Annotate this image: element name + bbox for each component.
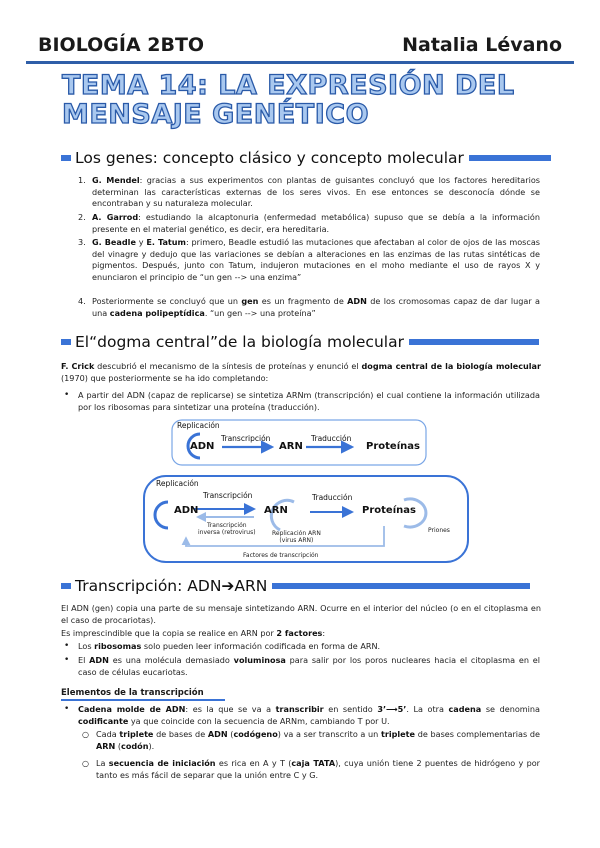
section-heading-genes bbox=[61, 147, 551, 169]
title-line-2: MENSAJE GENÉTICO bbox=[62, 99, 370, 130]
section-heading-dogma bbox=[61, 331, 539, 353]
sub-bullet-triplete: Cada triplete de bases de ADN (codógeno) va a ser transcrito a un triplete de bases complementarias de ARN (codón). bbox=[96, 729, 540, 751]
list-number: 4. bbox=[78, 296, 86, 306]
heading-text: Transcripción: ADN➔ARN bbox=[75, 577, 268, 595]
heading-bar-left bbox=[61, 155, 71, 161]
bullet-dot: • bbox=[64, 641, 70, 651]
diagram2-proteinas: Proteínas bbox=[362, 505, 416, 516]
heading-bar-left bbox=[61, 339, 71, 345]
bullet-adn: El ADN es una molécula demasiado voluminosa para salir por los poros nucleares hacia el citoplasma en el caso de células eucariotas. bbox=[78, 655, 541, 677]
author-label: Natalia Lévano bbox=[402, 34, 562, 56]
list-number: 2. bbox=[78, 212, 86, 222]
bullet-ribosomas: Los ribosomas solo pueden leer información codificada en forma de ARN. bbox=[78, 641, 381, 651]
diagram2-adn: ADN bbox=[174, 505, 199, 516]
page-title bbox=[62, 71, 562, 129]
list-item-gen-definition: Posteriormente se concluyó que un gen es un fragmento de ADN de los cromosomas capaz de dar lugar a una cadena polipeptídica. “un gen --> una proteína” bbox=[92, 296, 540, 318]
subheading-underline bbox=[61, 699, 225, 701]
bullet-cadena-molde: Cadena molde de ADN: es la que se va a transcribir en sentido 3’⟶5’. La otra cadena se denomina codificante ya que coincide con la secuencia de ARNm, cambiando T por U. bbox=[78, 704, 541, 726]
diagram1-adn: ADN bbox=[190, 441, 215, 452]
diagram1-replicacion: Replicación bbox=[177, 421, 220, 430]
diagram2-priones: Priones bbox=[428, 527, 450, 534]
list-number: 1. bbox=[78, 175, 86, 185]
bullet-dot: • bbox=[64, 655, 70, 665]
heading-bar-right bbox=[409, 339, 539, 345]
sub-bullet-secuencia: La secuencia de iniciación es rica en A y T (caja TATA), cuya unión tiene 2 puentes de hidrógeno y por tanto es más fácil de separar que la unión entre C y G. bbox=[96, 758, 541, 780]
section-heading-transcripcion bbox=[61, 575, 530, 597]
dogma-paragraph: F. Crick descubrió el mecanismo de la síntesis de proteínas y enunció el dogma central de la biología molecular (1970) que posteriormente se ha ido completando: bbox=[61, 361, 541, 383]
diagram2-rna-replication: Replicación ARN (virus ARN) bbox=[272, 530, 321, 544]
subject-label: BIOLOGÍA 2BTO bbox=[38, 34, 205, 56]
heading-bar-left bbox=[61, 583, 71, 589]
list-item-mendel: G. Mendel: gracias a sus experimentos con plantas de guisantes concluyó que los factores hereditarios determinan las características externas de los seres vivos. En ese entonces se desconocía dónde se encontraban y su naturaleza molecular. bbox=[92, 175, 540, 208]
replication-loop-arrow bbox=[155, 502, 168, 528]
transcription-paragraph-2: Es imprescindible que la copia se realice en ARN por 2 factores: bbox=[61, 628, 326, 638]
diagram1-transcripcion: Transcripción bbox=[221, 434, 271, 443]
title-line-1: TEMA 14: LA EXPRESIÓN DEL bbox=[62, 70, 515, 101]
diagram2-replicacion: Replicación bbox=[156, 479, 199, 488]
diagram1-arn: ARN bbox=[279, 441, 303, 452]
transcription-paragraph-1: El ADN (gen) copia una parte de su mensaje sintetizando ARN. Ocurre en el interior del núcleo (o en el citoplasma en el caso de procariotas). bbox=[61, 603, 541, 625]
diagram2-arn: ARN bbox=[264, 505, 288, 516]
subheading-elementos: Elementos de la transcripción bbox=[61, 688, 204, 698]
heading-text: Los genes: concepto clásico y concepto molecular bbox=[75, 149, 464, 167]
diagram1-traduccion: Traducción bbox=[311, 434, 352, 443]
heading-text: El“dogma central”de la biología molecular bbox=[75, 333, 404, 351]
heading-bar-right bbox=[469, 155, 551, 161]
diagram2-transcription-factors: Factores de transcripción bbox=[243, 552, 319, 559]
sub-bullet-circle: ○ bbox=[82, 759, 89, 768]
diagram2-transcripcion: Transcripción bbox=[203, 491, 253, 500]
header-divider bbox=[26, 61, 574, 64]
bullet-dot: • bbox=[64, 704, 70, 714]
page-header bbox=[38, 30, 562, 60]
heading-bar-right bbox=[272, 583, 530, 589]
diagram2-reverse-transcription: Transcripción inversa (retrovirus) bbox=[198, 522, 256, 536]
dogma-bullet: A partir del ADN (capaz de replicarse) se sintetiza ARNm (transcripción) el cual contiene la información utilizada por los ribosomas para sintetizar una proteína (traducción). bbox=[78, 390, 540, 412]
list-item-garrod: A. Garrod: estudiando la alcaptonuria (enfermedad metabólica) supuso que se debía a la información presente en el material genético, es decir, era hereditaria. bbox=[92, 212, 541, 234]
diagram1-proteinas: Proteínas bbox=[366, 441, 420, 452]
diagram2-traduccion: Traducción bbox=[312, 493, 353, 502]
bullet-dot: • bbox=[64, 390, 70, 400]
list-number: 3. bbox=[78, 237, 86, 247]
list-item-beadle-tatum: G. Beadle y E. Tatum: primero, Beadle estudió las mutaciones que afectaban al color de ojos de las moscas del vinagre y dedujo que las variaciones se debían a alteraciones en las enzimas de las rutas sintéticas de pigmentos. Después, junto con Tatum, indujeron mutaciones en el moho mediante el uso de rayos X y enunciaron el principio de “un gen --> una enzima” bbox=[92, 237, 541, 282]
sub-bullet-circle: ○ bbox=[82, 730, 89, 739]
